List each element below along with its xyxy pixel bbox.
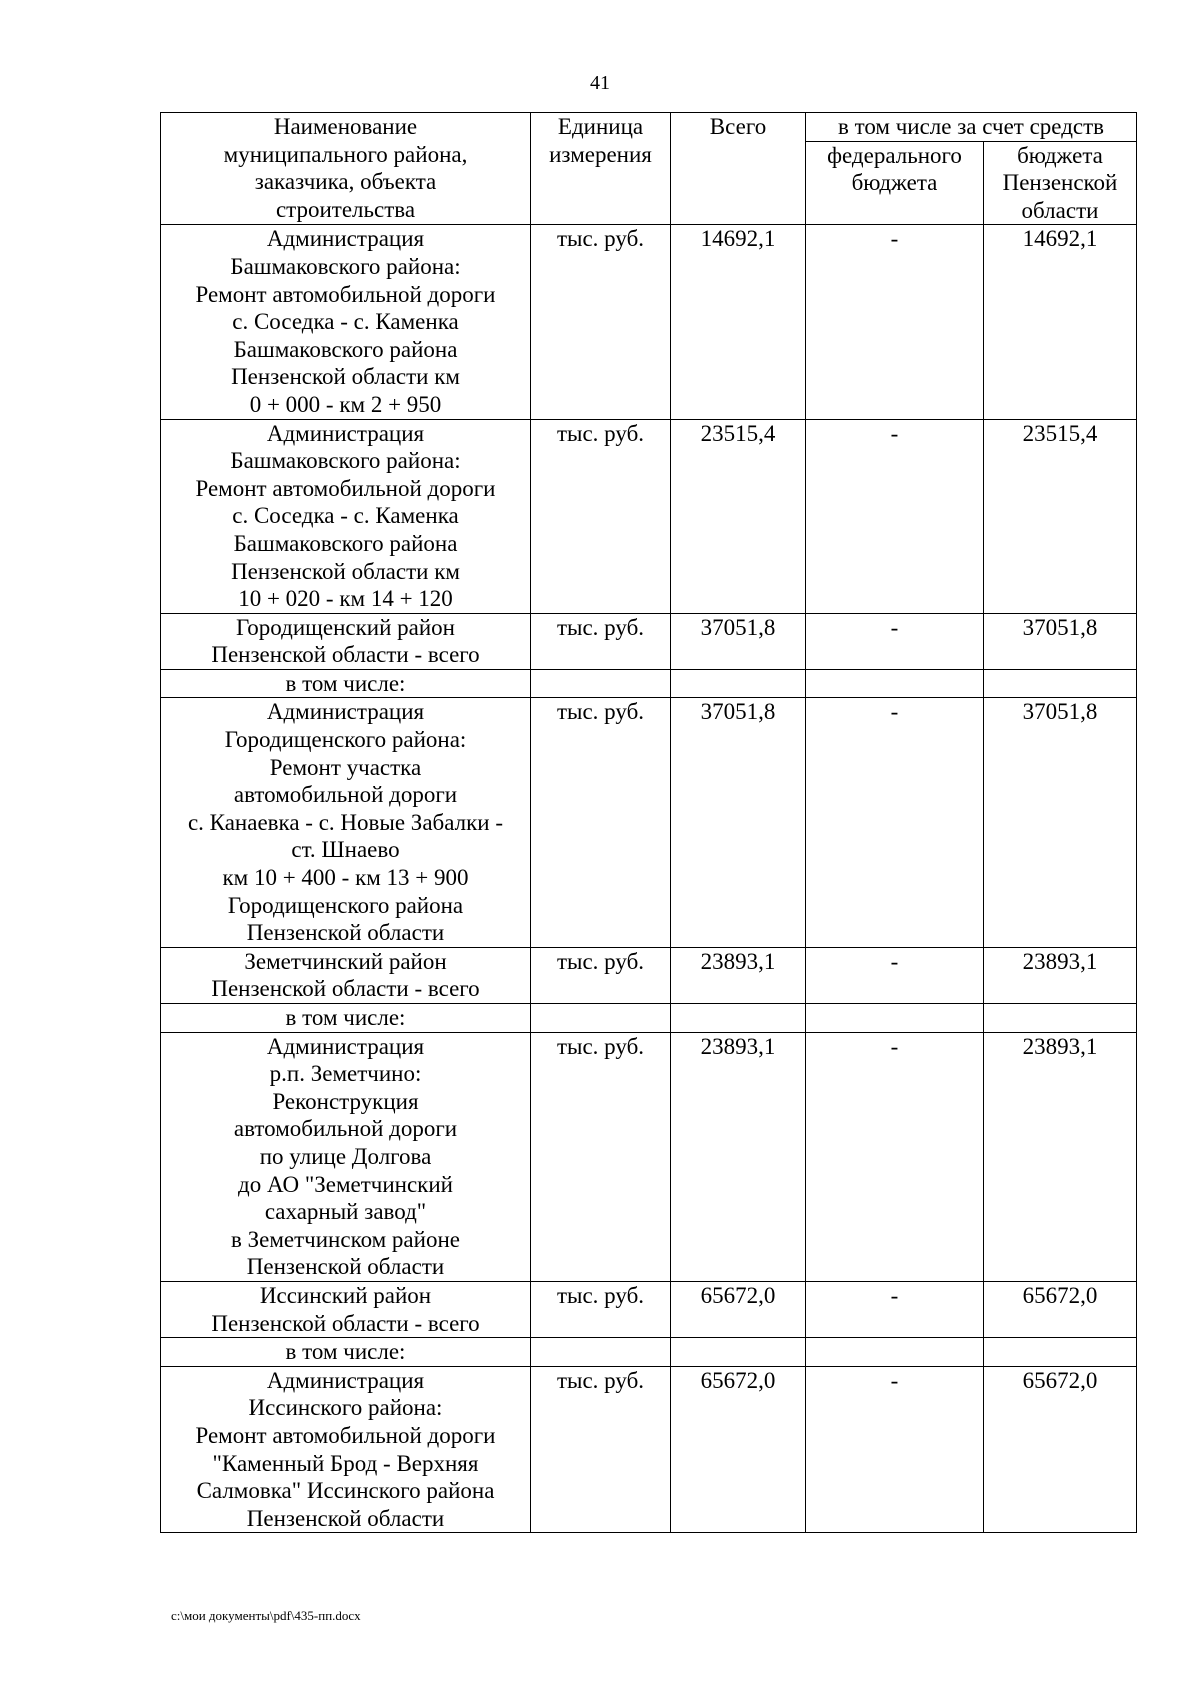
row-total xyxy=(671,1004,806,1033)
row-regional: 65672,0 xyxy=(984,1281,1137,1337)
row-federal xyxy=(806,1338,984,1367)
row-name: Администрация Башмаковского района: Ремонт автомобильной дороги с. Соседка - с. Каменка Башмаковского района Пензенской области км 0 + 000 - км 2 + 950 xyxy=(161,225,531,419)
row-regional: 37051,8 xyxy=(984,698,1137,947)
row-regional: 23515,4 xyxy=(984,419,1137,613)
table-row xyxy=(161,1281,1137,1337)
table-row xyxy=(161,1366,1137,1533)
row-regional: 65672,0 xyxy=(984,1366,1137,1533)
row-unit xyxy=(531,1004,671,1033)
header-total: Всего xyxy=(671,113,806,225)
row-federal: - xyxy=(806,225,984,419)
row-federal: - xyxy=(806,698,984,947)
row-name: в том числе: xyxy=(161,1338,531,1367)
row-name: в том числе: xyxy=(161,669,531,698)
file-path-footer: c:\мои документы\pdf\435-пп.docx xyxy=(171,1608,361,1623)
row-unit: тыс. руб. xyxy=(531,613,671,669)
row-unit xyxy=(531,669,671,698)
header-name: Наименование муниципального района, заказчика, объекта строительства xyxy=(161,113,531,225)
row-federal: - xyxy=(806,1366,984,1533)
row-federal: - xyxy=(806,947,984,1003)
row-total: 23515,4 xyxy=(671,419,806,613)
row-total: 65672,0 xyxy=(671,1366,806,1533)
table-row xyxy=(161,698,1137,947)
row-unit: тыс. руб. xyxy=(531,225,671,419)
row-unit xyxy=(531,1338,671,1367)
row-name: Администрация р.п. Земетчино: Реконструкция автомобильной дороги по улице Долгова до АО "Земетчинский сахарный завод" в Земетчинском районе Пензенской области xyxy=(161,1032,531,1281)
row-total: 23893,1 xyxy=(671,1032,806,1281)
page-number: 41 xyxy=(590,72,610,94)
row-name: Администрация Городищенского района: Ремонт участка автомобильной дороги с. Канаевка - с. Новые Забалки - ст. Шнаево км 10 + 400 - км 13 + 900 Городищенского района Пензенской области xyxy=(161,698,531,947)
table-row xyxy=(161,947,1137,1003)
row-total: 14692,1 xyxy=(671,225,806,419)
row-total xyxy=(671,669,806,698)
row-unit: тыс. руб. xyxy=(531,698,671,947)
row-regional xyxy=(984,669,1137,698)
header-regional: бюджета Пензенской области xyxy=(984,141,1137,225)
row-federal xyxy=(806,1004,984,1033)
row-regional xyxy=(984,1004,1137,1033)
header-including: в том числе за счет средств xyxy=(806,113,1137,142)
row-federal xyxy=(806,669,984,698)
row-name: Иссинский район Пензенской области - всего xyxy=(161,1281,531,1337)
row-unit: тыс. руб. xyxy=(531,419,671,613)
table-row xyxy=(161,613,1137,669)
row-name: в том числе: xyxy=(161,1004,531,1033)
row-total: 37051,8 xyxy=(671,613,806,669)
row-federal: - xyxy=(806,419,984,613)
header-unit: Единица измерения xyxy=(531,113,671,225)
row-total xyxy=(671,1338,806,1367)
header-federal: федерального бюджета xyxy=(806,141,984,225)
table-row xyxy=(161,669,1137,698)
row-total: 37051,8 xyxy=(671,698,806,947)
row-unit: тыс. руб. xyxy=(531,947,671,1003)
row-name: Администрация Башмаковского района: Ремонт автомобильной дороги с. Соседка - с. Каменка Башмаковского района Пензенской области км 10 + 020 - км 14 + 120 xyxy=(161,419,531,613)
table-row xyxy=(161,225,1137,419)
row-total: 65672,0 xyxy=(671,1281,806,1337)
row-regional: 14692,1 xyxy=(984,225,1137,419)
row-federal: - xyxy=(806,1281,984,1337)
table-header-row xyxy=(161,113,1137,142)
row-regional xyxy=(984,1338,1137,1367)
row-total: 23893,1 xyxy=(671,947,806,1003)
row-regional: 37051,8 xyxy=(984,613,1137,669)
table-row xyxy=(161,1032,1137,1281)
row-unit: тыс. руб. xyxy=(531,1281,671,1337)
table-body xyxy=(161,225,1137,1533)
row-federal: - xyxy=(806,1032,984,1281)
row-regional: 23893,1 xyxy=(984,1032,1137,1281)
row-federal: - xyxy=(806,613,984,669)
financing-table xyxy=(160,112,1137,1533)
row-name: Земетчинский район Пензенской области - всего xyxy=(161,947,531,1003)
row-name: Городищенский район Пензенской области - всего xyxy=(161,613,531,669)
row-unit: тыс. руб. xyxy=(531,1366,671,1533)
row-name: Администрация Иссинского района: Ремонт автомобильной дороги "Каменный Брод - Верхняя Салмовка" Иссинского района Пензенской области xyxy=(161,1366,531,1533)
table-row xyxy=(161,1338,1137,1367)
row-unit: тыс. руб. xyxy=(531,1032,671,1281)
table-row xyxy=(161,1004,1137,1033)
row-regional: 23893,1 xyxy=(984,947,1137,1003)
table-row xyxy=(161,419,1137,613)
